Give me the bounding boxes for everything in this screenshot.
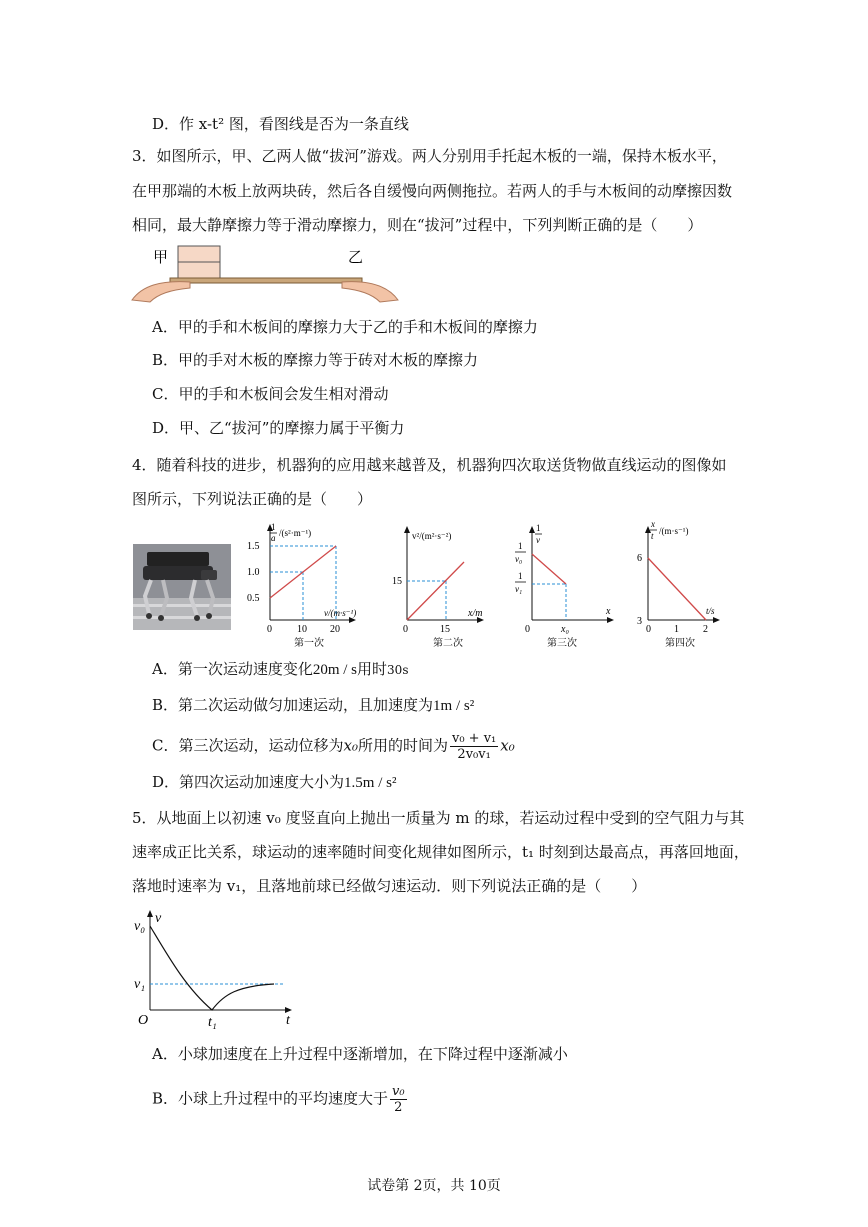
q3-stem-line2: 在甲那端的木板上放两块砖，然后各自缓慢向两侧拖拉。若两人的手与木板间的动摩擦因数	[132, 182, 733, 200]
q5-label-t: t	[286, 1013, 290, 1028]
q5-label-v0: v₀	[134, 919, 146, 934]
q2-option-d: D．作 x-t² 图，看图线是否为一条直线	[152, 115, 409, 133]
q5-label-v1: v₁	[134, 977, 146, 992]
q5-option-b-fraction: $\frac{\text{v₀}}{2}$	[392, 1084, 405, 1115]
chart3-xtick-0: 0	[525, 624, 530, 635]
chart1-xlabel: v/(m·s⁻¹)	[324, 608, 357, 618]
chart1-ylabel: /(s²·m⁻¹)	[279, 528, 312, 538]
q5-label-v: v	[155, 911, 162, 926]
q3-option-a: A．甲的手和木板间的摩擦力大于乙的手和木板间的摩擦力	[152, 318, 538, 336]
chart1-xtick-20: 20	[330, 624, 340, 635]
q4-option-b-value: 1m / s²	[433, 698, 475, 714]
chart1-ytick-0.5: 0.5	[247, 593, 260, 604]
chart4-yfrac-num: x	[651, 520, 655, 529]
chart-first	[240, 520, 360, 650]
chart4-ylabel: /(m·s⁻¹)	[659, 526, 689, 536]
q3-option-b: B．甲的手对木板的摩擦力等于砖对木板的摩擦力	[152, 351, 479, 369]
q3-stem-line1: 3．如图所示，甲、乙两人做“拔河”游戏。两人分别用手托起木板的一端，保持木板水平，	[132, 147, 727, 165]
q4-option-c: C．第三次运动，运动位移为x₀所用的时间为 $\frac{\text{v₀ + v₁}}{\text{2v₀v₁}}$ x₀	[152, 731, 515, 762]
chart3-series-line	[532, 554, 566, 584]
page-footer: 试卷第 2页，共 10页	[367, 1178, 501, 1194]
q3-tug-figure	[130, 240, 400, 306]
q4-option-d-value: 1.5m / s²	[344, 775, 397, 791]
chart4-ytick-6: 6	[637, 553, 642, 564]
chart3-caption: 第三次	[547, 638, 577, 649]
chart-second	[390, 520, 490, 650]
chart3-y0-num: 1	[518, 541, 523, 551]
wooden-board	[170, 278, 362, 283]
chart4-caption: 第四次	[665, 638, 695, 649]
chart4-ytick-3: 3	[637, 616, 642, 627]
chart1-ytick-1.5: 1.5	[247, 541, 260, 552]
chart4-series-line	[648, 558, 706, 620]
hand-left-icon	[132, 282, 190, 302]
chart3-xtick-x0: x₀	[561, 624, 569, 635]
q5-curve	[150, 926, 274, 1010]
chart2-ytick-15: 15	[392, 576, 402, 587]
q5-option-a: A．小球加速度在上升过程中逐渐增加，在下降过程中逐渐减小	[152, 1045, 568, 1063]
q5-label-origin: O	[138, 1013, 149, 1028]
chart1-yfrac-num: 1	[271, 522, 276, 532]
q5-stem-line1: 5．从地面上以初速 v₀ 度竖直向上抛出一质量为 m 的球，若运动过程中受到的空气阻力与其	[132, 809, 745, 827]
chart4-xtick-0: 0	[646, 624, 651, 635]
chart1-xtick-0: 0	[267, 624, 272, 635]
chart3-yfrac-den: v	[536, 535, 540, 545]
brick-bottom	[178, 262, 220, 278]
chart3-y1-num: 1	[518, 571, 523, 581]
q5-label-t1: t₁	[208, 1015, 217, 1030]
figure-label-yi: 乙	[348, 250, 364, 266]
chart4-yfrac-den: t	[651, 531, 654, 541]
q3-stem-line3: 相同，最大静摩擦力等于滑动摩擦力，则在“拔河”过程中，下列判断正确的是（ ）	[132, 216, 703, 234]
chart1-series-line	[270, 546, 336, 598]
chart2-series-line	[407, 562, 464, 620]
chart3-yfrac-num: 1	[536, 523, 541, 533]
chart1-ytick-1.0: 1.0	[247, 567, 260, 578]
q5-stem-line2: 速率成正比关系，球运动的速率随时间变化规律如图所示，t₁ 时刻到达最高点，再落回地面，	[132, 843, 749, 861]
q4-stem-line1: 4．随着科技的进步，机器狗的应用越来越普及，机器狗四次取送货物做直线运动的图像如	[132, 456, 727, 474]
chart-fourth	[630, 520, 730, 650]
chart-third	[510, 520, 620, 650]
chart3-y0-den: v₀	[515, 554, 523, 564]
q4-option-a-time: 30s	[387, 663, 409, 677]
robot-dog-photo	[133, 544, 231, 630]
q4-option-a: A．第一次运动速度变化20m / s用时30s	[152, 660, 409, 678]
chart4-xtick-2: 2	[703, 624, 708, 635]
q4-stem-line2: 图所示，下列说法正确的是（ ）	[132, 490, 373, 508]
chart2-xtick-0: 0	[403, 624, 408, 635]
q3-option-d: D．甲、乙“拔河”的摩擦力属于平衡力	[152, 419, 405, 437]
chart2-xlabel: x/m	[468, 608, 483, 619]
q3-option-c: C．甲的手和木板间会发生相对滑动	[152, 385, 389, 403]
q4-option-c-fraction: $\frac{\text{v₀ + v₁}}{\text{2v₀v₁}}$	[451, 731, 497, 762]
chart4-xtick-1: 1	[674, 624, 679, 635]
q5-velocity-time-graph	[128, 906, 308, 1030]
q4-option-a-value: 20m / s	[312, 662, 358, 678]
chart3-xlabel: x	[606, 606, 611, 617]
chart1-caption: 第一次	[294, 638, 324, 649]
chart1-yfrac-den: a	[271, 533, 276, 543]
q5-stem-line3: 落地时速率为 v₁，且落地前球已经做匀速运动．则下列说法正确的是（ ）	[132, 877, 647, 895]
q4-option-d: D．第四次运动加速度大小为1.5m / s²	[152, 773, 397, 791]
chart2-caption: 第二次	[433, 638, 463, 649]
chart1-xtick-10: 10	[297, 624, 307, 635]
hand-right-icon	[342, 282, 398, 302]
chart3-y1-den: v₁	[515, 584, 523, 594]
figure-label-jia: 甲	[153, 250, 169, 266]
chart4-xlabel: t/s	[706, 606, 715, 616]
brick-top	[178, 246, 220, 262]
q5-option-b: B．小球上升过程中的平均速度大于 $\frac{\text{v₀}}{2}$	[152, 1084, 405, 1115]
chart2-xtick-15: 15	[440, 624, 450, 635]
chart2-ylabel: v²/(m²·s⁻²)	[412, 531, 452, 541]
q4-option-b: B．第二次运动做匀加速运动，且加速度为1m / s²	[152, 696, 475, 714]
